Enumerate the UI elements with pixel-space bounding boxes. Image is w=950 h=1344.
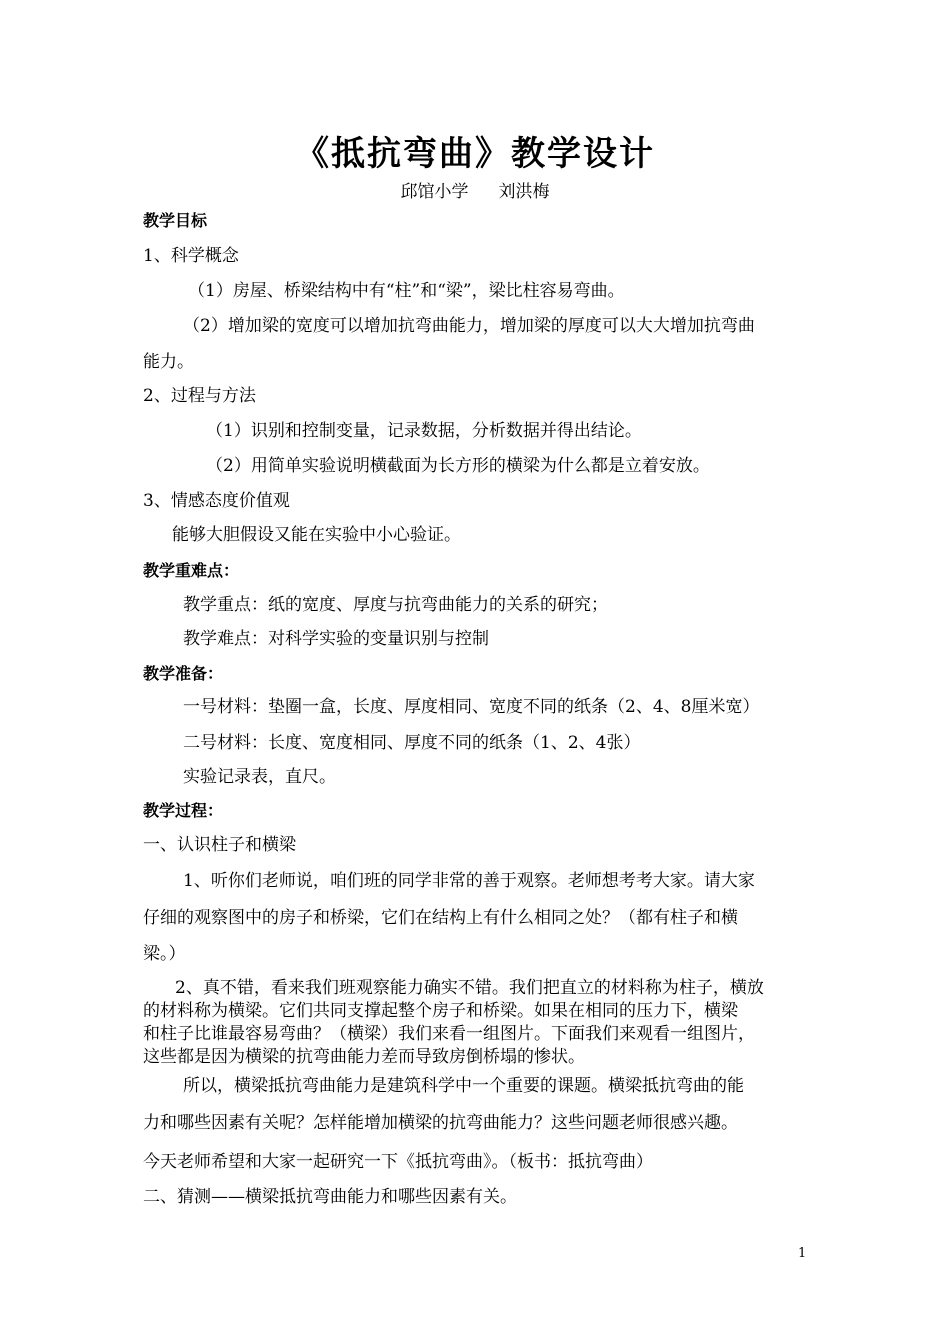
- paragraph-line: 力和哪些因素有关呢？怎样能增加横梁的抗弯曲能力？这些问题老师很感兴趣。: [143, 1113, 738, 1133]
- paragraph-line: 教学重点：纸的宽度、厚度与抗弯曲能力的关系的研究；: [183, 595, 608, 615]
- paragraph-line: （1）识别和控制变量，记录数据，分析数据并得出结论。: [206, 421, 642, 441]
- section-heading-process: 教学过程：: [143, 801, 224, 820]
- paragraph-line: 能够大胆假设又能在实验中小心验证。: [172, 525, 461, 545]
- subheading-concepts: 1、科学概念: [143, 246, 239, 266]
- paragraph-line: 和柱子比谁最容易弯曲？（横梁）我们来看一组图片。下面我们来观看一组图片，: [143, 1024, 755, 1044]
- paragraph-line: （1）房屋、桥梁结构中有“柱”和“梁”，梁比柱容易弯曲。: [188, 281, 625, 301]
- school-name: 邱馆小学: [400, 182, 469, 202]
- paragraph-line: 今天老师希望和大家一起研究一下《抵抗弯曲》。（板书：抵抗弯曲）: [143, 1152, 653, 1172]
- author-name: 刘洪梅: [498, 182, 550, 202]
- document-title: 《抵抗弯曲》教学设计: [295, 134, 655, 174]
- section-heading-objectives: 教学目标: [143, 211, 208, 230]
- paragraph-line: 梁。）: [143, 944, 186, 964]
- subheading-part-one: 一、认识柱子和横梁: [143, 835, 296, 855]
- page-number: 1: [798, 1246, 807, 1261]
- paragraph-line: 能力。: [143, 352, 194, 372]
- paragraph-line: 2、真不错，看来我们班观察能力确实不错。我们把直立的材料称为柱子，横放: [175, 978, 764, 998]
- paragraph-line: （2）用简单实验说明横截面为长方形的横梁为什么都是立着安放。: [206, 456, 710, 476]
- paragraph-line: 所以，横梁抵抗弯曲能力是建筑科学中一个重要的课题。横梁抵抗弯曲的能: [183, 1076, 744, 1096]
- subheading-process-methods: 2、过程与方法: [143, 386, 256, 406]
- paragraph-line: 仔细的观察图中的房子和桥梁，它们在结构上有什么相同之处？（都有柱子和横: [143, 908, 738, 928]
- section-heading-key-points: 教学重难点：: [143, 561, 240, 580]
- paragraph-line: 的材料称为横梁。它们共同支撑起整个房子和桥梁。如果在相同的压力下，横梁: [143, 1001, 738, 1021]
- subheading-part-two: 二、猜测——横梁抵抗弯曲能力和哪些因素有关。: [143, 1187, 517, 1207]
- paragraph-line: 实验记录表，直尺。: [183, 767, 336, 787]
- author-line: [0, 177, 950, 202]
- paragraph-line: 这些都是因为横梁的抗弯曲能力差而导致房倒桥塌的惨状。: [143, 1047, 585, 1067]
- section-heading-preparation: 教学准备：: [143, 664, 224, 683]
- paragraph-line: （2）增加梁的宽度可以增加抗弯曲能力，增加梁的厚度可以大大增加抗弯曲: [183, 316, 755, 336]
- paragraph-line: 教学难点：对科学实验的变量识别与控制: [183, 629, 489, 649]
- subheading-attitudes: 3、情感态度价值观: [143, 491, 290, 511]
- paragraph-line: 二号材料：长度、宽度相同、厚度不同的纸条（1、2、4张）: [183, 733, 641, 753]
- paragraph-line: 一号材料：垫圈一盒，长度、厚度相同、宽度不同的纸条（2、4、8厘米宽）: [183, 697, 760, 717]
- paragraph-line: 1、听你们老师说，咱们班的同学非常的善于观察。老师想考考大家。请大家: [183, 871, 755, 891]
